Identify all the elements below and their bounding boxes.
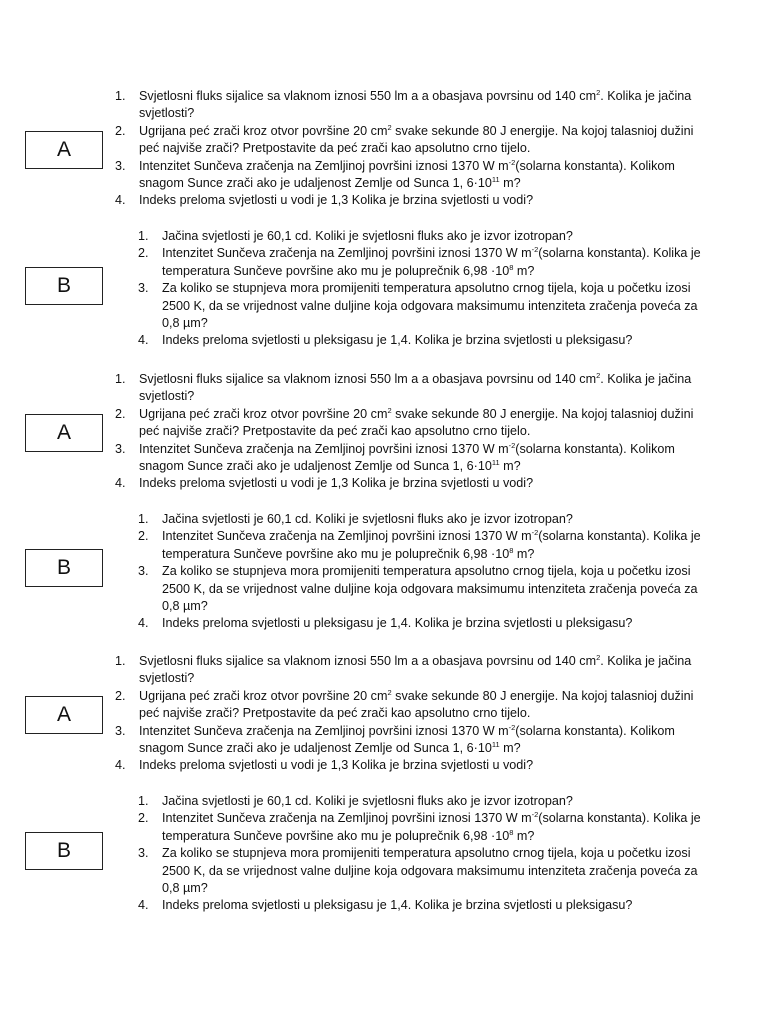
question-item: 3. Za koliko se stupnjeva mora promijeniti temperatura apsolutno crnog tijela, koja u početku izosi 2500 K, da se vrijednost valne duljine koja odgovara maksimumu intenziteta zračenja poveća za 0,8 µm? [138,564,698,614]
question-item: 2. Intenzitet Sunčeva zračenja na Zemljinoj površini iznosi 1370 W $m^{-2}(solarna$ konstanta). Kolika je temperatura Sunčeve površine ako mu je poluprečnik $6,98 \cdot 10^8$ m? [138,810,701,843]
question-list-a [115,88,699,210]
question-item: 1. Jačina svjetlosti je 60,1 cd. Koliki je svjetlosni fluks ako je izvor izotropan? [138,229,573,243]
question-item: 2. Ugrijana peć zrači kroz otvor površine 20 $cm^2$ svake sekunde 80 J energije. Na kojoj talasnioj dužini peć najviše zrači? Pretpostavite da peć zrači kao apsolutno crno tijelo. [115,405,694,439]
question-item: 4. Indeks preloma svjetlosti u vodi je 1,3 Kolika je brzina svjetlosti u vodi? [115,758,534,773]
question-item: 4. Indeks preloma svjetlosti u pleksigasu je 1,4. Kolika je brzina svjetlosti u pleksigasu? [138,898,633,913]
question-list-b [138,511,702,633]
variant-label-a: A [25,414,103,452]
variant-label-a: A [25,131,103,169]
question-item: 2. Ugrijana peć zrači kroz otvor površine 20 $cm^2$ svake sekunde 80 J energije. Na kojoj talasnioj dužini peć najviše zrači? Pretpostavite da peć zrači kao apsolutno crno tijelo. [115,122,694,156]
question-item: 1. Jačina svjetlosti je 60,1 cd. Koliki je svjetlosni fluks ako je izvor izotropan? [138,794,573,808]
question-item: 1. Jačina svjetlosti je 60,1 cd. Koliki je svjetlosni fluks ako je izvor izotropan? [138,512,573,526]
question-item: 4. Indeks preloma svjetlosti u vodi je 1,3 Kolika je brzina svjetlosti u vodi? [115,476,534,491]
question-item: 3. Za koliko se stupnjeva mora promijeniti temperatura apsolutno crnog tijela, koja u početku izosi 2500 K, da se vrijednost valne duljine koja odgovara maksimumu intenziteta zračenja poveća za 0,8 µm? [138,281,698,331]
question-item: 1. Svjetlosni fluks sijalice sa vlaknom iznosi 550 lm a a obasjava povrsinu od 140 $cm^2$. Kolika je jačina svjetlosti? [115,653,692,686]
question-list-a [115,371,699,493]
question-item: 2. Intenzitet Sunčeva zračenja na Zemljinoj površini iznosi 1370 W $m^{-2}(solarna$ konstanta). Kolika je temperatura Sunčeve površine ako mu je poluprečnik $6,98 \cdot 10^8$ m? [138,245,701,278]
question-list-b [138,793,702,915]
question-item: 4. Indeks preloma svjetlosti u pleksigasu je 1,4. Kolika je brzina svjetlosti u pleksigasu? [138,616,633,631]
question-list-b [138,228,702,350]
question-item: 3. Intenzitet Sunčeva zračenja na Zemljinoj površini iznosi 1370 W $m^{-2}(solarna$ konstanta). Kolikom snagom Sunce zrači ako je udaljenost Zemlje od Sunca 1, $6\cdot 10^{11}$ m? [115,440,675,474]
question-item: 1. Svjetlosni fluks sijalice sa vlaknom iznosi 550 lm a a obasjava povrsinu od 140 $cm^2$. Kolika je jačina svjetlosti? [115,371,692,404]
question-item: 3. Intenzitet Sunčeva zračenja na Zemljinoj površini iznosi 1370 W $m^{-2}(solarna$ konstanta). Kolikom snagom Sunce zrači ako je udaljenost Zemlje od Sunca 1, $6\cdot 10^{11}$ m? [115,722,675,756]
variant-label-b: B [25,267,103,305]
variant-label-a: A [25,696,103,734]
question-item: 4. Indeks preloma svjetlosti u pleksigasu je 1,4. Kolika je brzina svjetlosti u pleksigasu? [138,333,633,348]
question-list-a [115,653,699,775]
question-item: 1. Svjetlosni fluks sijalice sa vlaknom iznosi 550 lm a a obasjava povrsinu od 140 $cm^2$. Kolika je jačina svjetlosti? [115,88,692,121]
variant-label-b: B [25,832,103,870]
question-item: 4. Indeks preloma svjetlosti u vodi je 1,3 Kolika je brzina svjetlosti u vodi? [115,193,534,208]
variant-label-b: B [25,549,103,587]
question-item: 3. Intenzitet Sunčeva zračenja na Zemljinoj površini iznosi 1370 W $m^{-2}(solarna$ konstanta). Kolikom snagom Sunce zrači ako je udaljenost Zemlje od Sunca 1, $6\cdot 10^{11}$ m? [115,157,675,191]
question-item: 2. Ugrijana peć zrači kroz otvor površine 20 $cm^2$ svake sekunde 80 J energije. Na kojoj talasnioj dužini peć najviše zrači? Pretpostavite da peć zrači kao apsolutno crno tijelo. [115,687,694,721]
question-item: 3. Za koliko se stupnjeva mora promijeniti temperatura apsolutno crnog tijela, koja u početku izosi 2500 K, da se vrijednost valne duljine koja odgovara maksimumu intenziteta zračenja poveća za 0,8 µm? [138,846,698,896]
question-item: 2. Intenzitet Sunčeva zračenja na Zemljinoj površini iznosi 1370 W $m^{-2}(solarna$ konstanta). Kolika je temperatura Sunčeve površine ako mu je poluprečnik $6,98 \cdot 10^8$ m? [138,528,701,561]
